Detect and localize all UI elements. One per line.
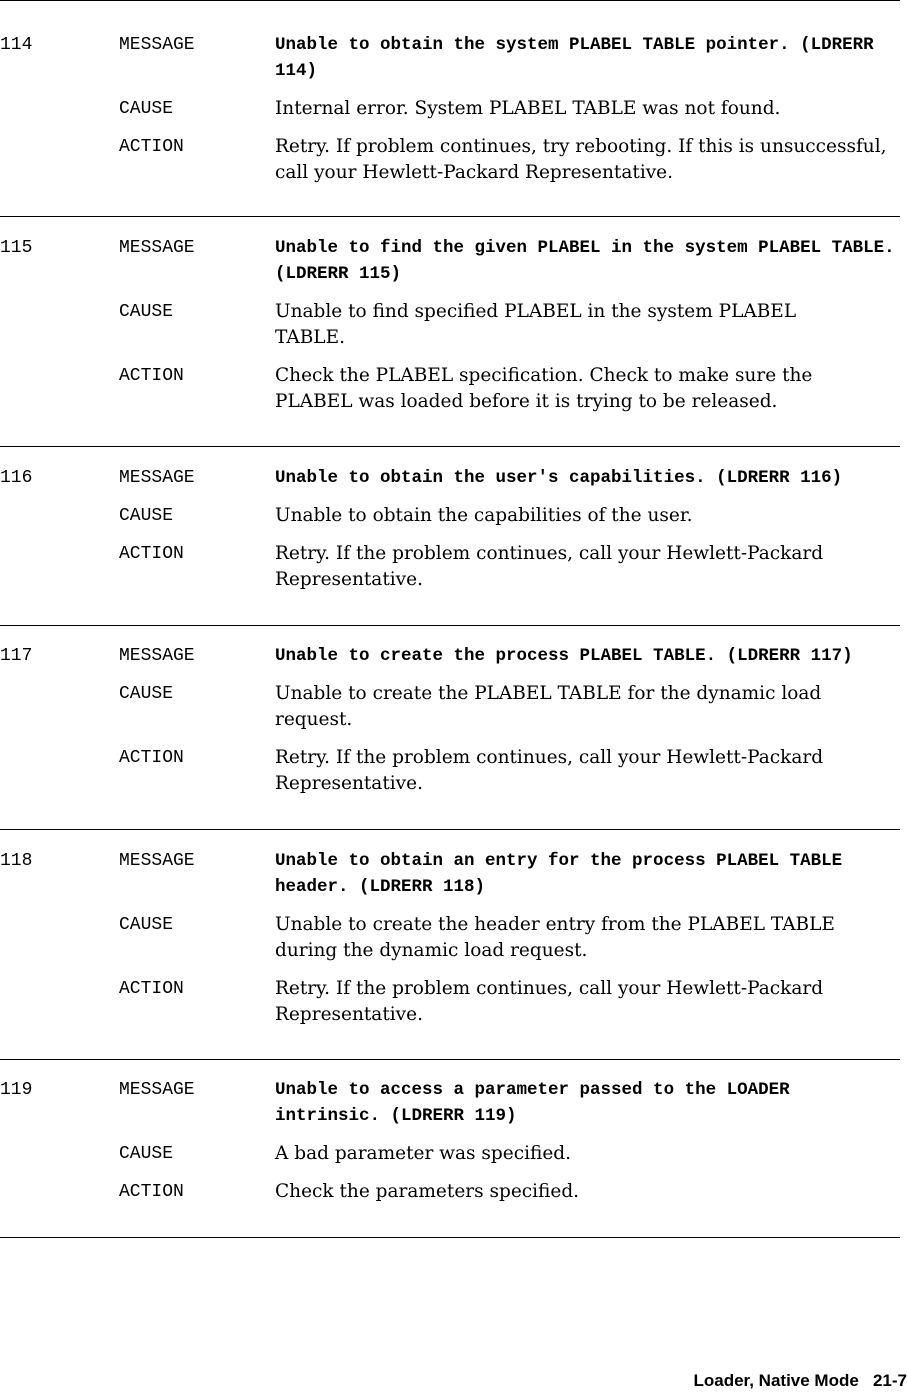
bottom-rule xyxy=(0,1237,900,1238)
message-label: MESSAGE xyxy=(119,1080,195,1100)
action-row xyxy=(0,745,907,797)
cause-row xyxy=(0,1141,907,1179)
cause-label: CAUSE xyxy=(119,99,174,119)
message-label: MESSAGE xyxy=(119,238,195,258)
cause-text: Unable to create the PLABEL TABLE for the dynamic load request. xyxy=(275,683,822,730)
error-number: 118 xyxy=(0,851,33,871)
action-text: Retry. If the problem continues, call your Hewlett-Packard Representative. xyxy=(275,978,824,1025)
error-entry-115 xyxy=(0,235,907,415)
error-number: 116 xyxy=(0,468,33,488)
message-row xyxy=(0,643,907,681)
message-row xyxy=(0,848,907,912)
cause-row xyxy=(0,503,907,541)
divider-rule xyxy=(0,1059,900,1060)
cause-label: CAUSE xyxy=(119,1144,174,1164)
action-row xyxy=(0,541,907,593)
action-label: ACTION xyxy=(119,979,184,999)
cause-label: CAUSE xyxy=(119,915,174,935)
message-label: MESSAGE xyxy=(119,851,195,871)
action-text: Check the PLABEL specification. Check to make sure the PLABEL was loaded before it is trying to be released. xyxy=(275,365,813,412)
cause-text: A bad parameter was specified. xyxy=(275,1143,571,1164)
message-label: MESSAGE xyxy=(119,35,195,55)
action-row xyxy=(0,134,907,186)
cause-text: Internal error. System PLABEL TABLE was not found. xyxy=(275,98,781,119)
error-number: 117 xyxy=(0,646,33,666)
divider-rule xyxy=(0,625,900,626)
action-row xyxy=(0,363,907,415)
cause-row xyxy=(0,96,907,134)
divider-rule xyxy=(0,216,900,217)
cause-text: Unable to find specified PLABEL in the system PLABEL TABLE. xyxy=(275,301,797,348)
action-label: ACTION xyxy=(119,544,184,564)
top-rule xyxy=(0,0,900,1)
message-text: Unable to find the given PLABEL in the system PLABEL TABLE. (LDRERR 115) xyxy=(275,238,906,284)
cause-label: CAUSE xyxy=(119,302,174,322)
error-entry-119 xyxy=(0,1077,907,1205)
error-number: 119 xyxy=(0,1080,33,1100)
error-number: 114 xyxy=(0,35,33,55)
message-row xyxy=(0,1077,907,1141)
message-text: Unable to create the process PLABEL TABLE. (LDRERR 117) xyxy=(275,646,853,666)
message-row xyxy=(0,235,907,299)
divider-rule xyxy=(0,829,900,830)
cause-row xyxy=(0,299,907,363)
message-text: Unable to obtain the user's capabilities. (LDRERR 116) xyxy=(275,468,843,488)
action-label: ACTION xyxy=(119,748,184,768)
action-label: ACTION xyxy=(119,1182,184,1202)
error-entry-116 xyxy=(0,465,907,593)
action-text: Retry. If the problem continues, call your Hewlett-Packard Representative. xyxy=(275,543,824,590)
cause-label: CAUSE xyxy=(119,684,174,704)
cause-row xyxy=(0,912,907,976)
error-entry-117 xyxy=(0,643,907,797)
action-label: ACTION xyxy=(119,366,184,386)
error-number: 115 xyxy=(0,238,33,258)
action-row xyxy=(0,1179,907,1205)
message-label: MESSAGE xyxy=(119,646,195,666)
action-text: Retry. If problem continues, try rebooting. If this is unsuccessful, call your Hewlett-Packard Representative. xyxy=(275,136,887,183)
error-entry-118 xyxy=(0,848,907,1028)
divider-rule xyxy=(0,446,900,447)
message-text: Unable to obtain an entry for the process PLABEL TABLE header. (LDRERR 118) xyxy=(275,851,853,897)
message-row xyxy=(0,465,907,503)
error-entry-114 xyxy=(0,32,907,186)
page-footer: Loader, Native Mode 21-7 xyxy=(693,1371,907,1390)
cause-text: Unable to obtain the capabilities of the user. xyxy=(275,505,693,526)
cause-label: CAUSE xyxy=(119,506,174,526)
cause-row xyxy=(0,681,907,745)
action-text: Retry. If the problem continues, call your Hewlett-Packard Representative. xyxy=(275,747,824,794)
action-row xyxy=(0,976,907,1028)
message-row xyxy=(0,32,907,96)
message-text: Unable to access a parameter passed to the LOADER intrinsic. (LDRERR 119) xyxy=(275,1080,801,1126)
cause-text: Unable to create the header entry from the PLABEL TABLE during the dynamic load request. xyxy=(275,914,835,961)
action-text: Check the parameters specified. xyxy=(275,1181,580,1202)
message-label: MESSAGE xyxy=(119,468,195,488)
action-label: ACTION xyxy=(119,137,184,157)
message-text: Unable to obtain the system PLABEL TABLE pointer. (LDRERR 114) xyxy=(275,35,885,81)
